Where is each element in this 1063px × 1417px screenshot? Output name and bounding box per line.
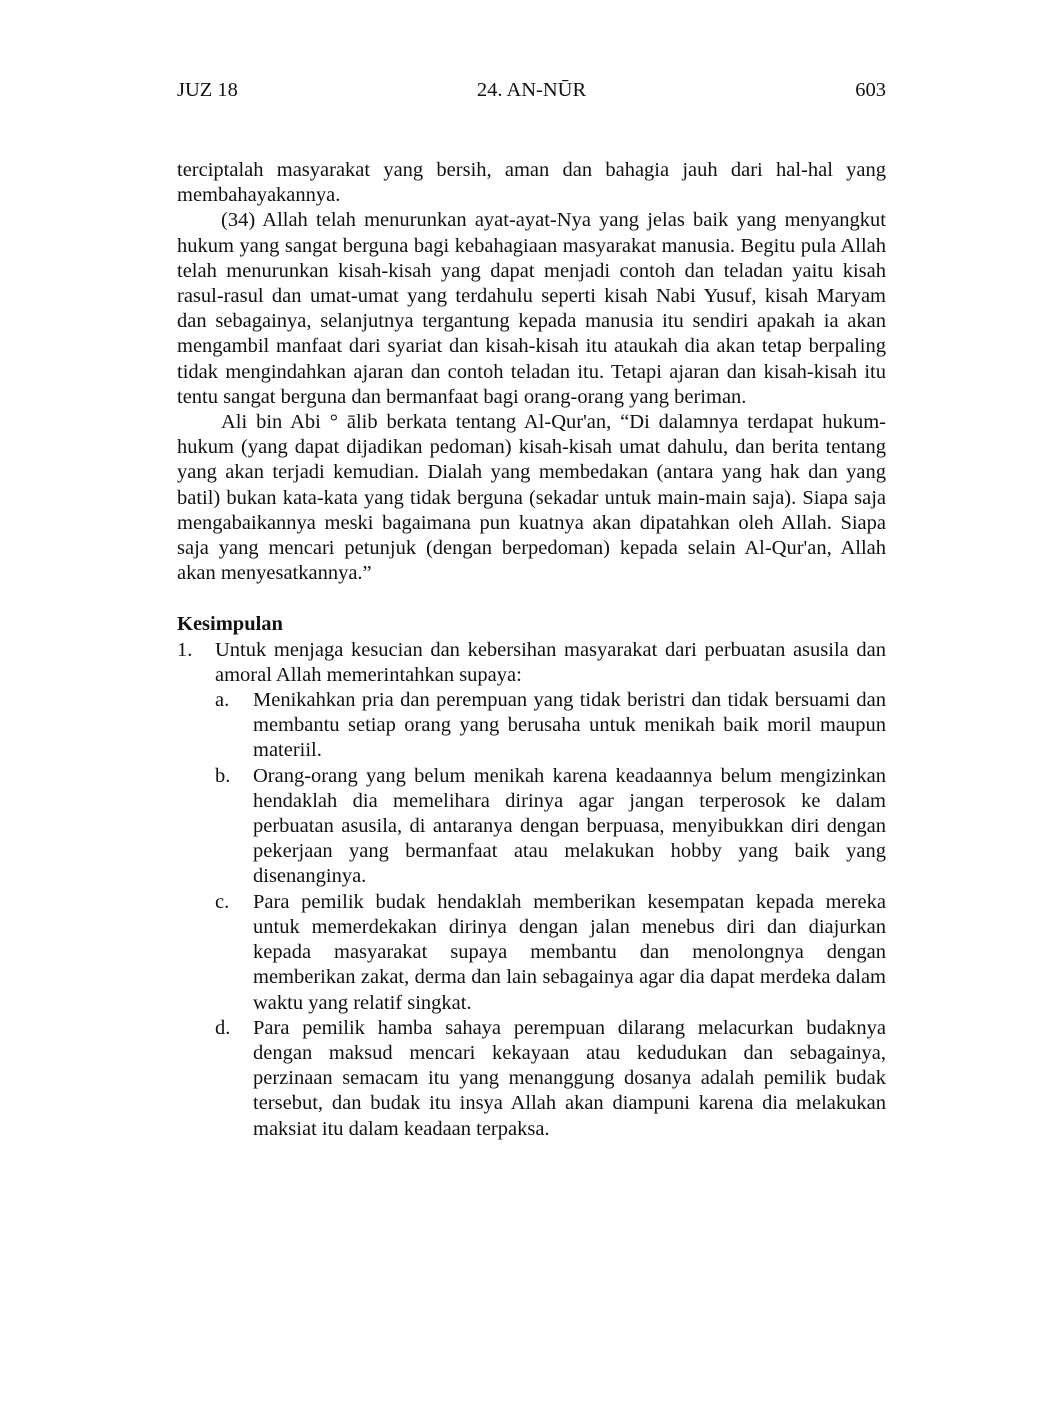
sub-item-letter: c. (215, 890, 230, 913)
paragraph-continuation: terciptalah masyarakat yang bersih, aman dan bahagia jauh dari hal-hal yang membahayakannya. (177, 159, 886, 207)
sub-item-c (177, 890, 886, 1016)
page-number: 603 (855, 79, 886, 101)
sub-item-b (177, 764, 886, 890)
paragraph-verse-34: (34) Allah telah menurunkan ayat-ayat-Nya yang jelas baik yang menyangkut hukum yang sangat berguna bagi kebahagiaan masyarakat manusia. Begitu pula Allah telah menurunkan kisah-kisah yang dapat menjadi contoh dan teladan yaitu kisah rasul-rasul dan umat-umat yang terdahulu seperti kisah Nabi Yusuf, kisah Maryam dan sebagainya, selanjutnya tergantung kepada manusia itu sendiri apakah ia akan mengambil manfaat dari syariat dan kisah-kisah itu ataukah dia akan tetap berpaling tidak mengindahkan ajaran dan contoh teladan itu. Tetapi ajaran dan kisah-kisah itu tentu sangat berguna dan bermanfaat bagi orang-orang yang beriman. (177, 209, 886, 408)
document-page (177, 0, 886, 1417)
sub-item-text: Para pemilik budak hendaklah memberikan kesempatan kepada mereka untuk memerdekakan dirinya dengan jalan menebus diri dan diajurkan kepada masyarakat supaya membantu dan menolongnya dengan memberikan zakat, derma dan lain sebagainya agar dia dapat merdeka dalam waktu yang relatif singkat. (253, 890, 886, 1014)
sub-item-text: Menikahkan pria dan perempuan yang tidak beristri dan tidak bersuami dan membantu setiap orang yang berusaha untuk menikah baik moril maupun materiil. (253, 689, 886, 762)
sub-item-letter: a. (215, 689, 230, 712)
document-body (177, 158, 886, 1142)
sub-item-text: Para pemilik hamba sahaya perempuan dilarang melacurkan budaknya dengan maksud mencari kekayaan atau kedudukan dan sebagainya, perzinaan semacam itu yang menanggung dosanya adalah pemilik budak tersebut, dan budak itu insya Allah akan diampuni karena dia melakukan maksiat itu dalam keadaan terpaksa. (253, 1016, 886, 1140)
list-item-text: Untuk menjaga kesucian dan kebersihan masyarakat dari perbuatan asusila dan amoral Allah memerintahkan supaya: (215, 638, 886, 686)
header-surah-title: 24. AN-NŪR (476, 79, 587, 101)
running-header (177, 76, 886, 104)
conclusion-item-1 (177, 638, 886, 688)
section-heading-kesimpulan: Kesimpulan (177, 613, 283, 636)
sub-item-text: Orang-orang yang belum menikah karena keadaannya belum mengizinkan hendaklah dia memelihara dirinya agar jangan terperosok ke dalam perbuatan asusila, di antaranya dengan berpuasa, menyibukkan diri dengan pekerjaan yang bermanfaat atau melakukan hobby yang baik yang disenanginya. (253, 764, 886, 888)
list-number: 1. (177, 638, 193, 661)
sub-item-letter: d. (215, 1016, 231, 1039)
sub-item-d (177, 1016, 886, 1142)
sub-item-letter: b. (215, 764, 231, 787)
sub-item-a (177, 688, 886, 764)
paragraph-ali-quote: Ali bin Abi ° ālib berkata tentang Al-Qur'an, “Di dalamnya terdapat hukum-hukum (yang dapat dijadikan pedoman) kisah-kisah umat dahulu, dan berita tentang yang akan terjadi kemudian. Dialah yang membedakan (antara yang hak dan yang batil) bukan kata-kata yang tidak berguna (sekadar untuk main-main saja). Siapa saja mengabaikannya meski bagaimana pun kuatnya akan dipatahkan oleh Allah. Siapa saja yang mencari petunjuk (dengan berpedoman) kepada selain Al-Qur'an, Allah akan menyesatkannya.” (177, 411, 886, 585)
header-juz: JUZ 18 (177, 79, 238, 101)
